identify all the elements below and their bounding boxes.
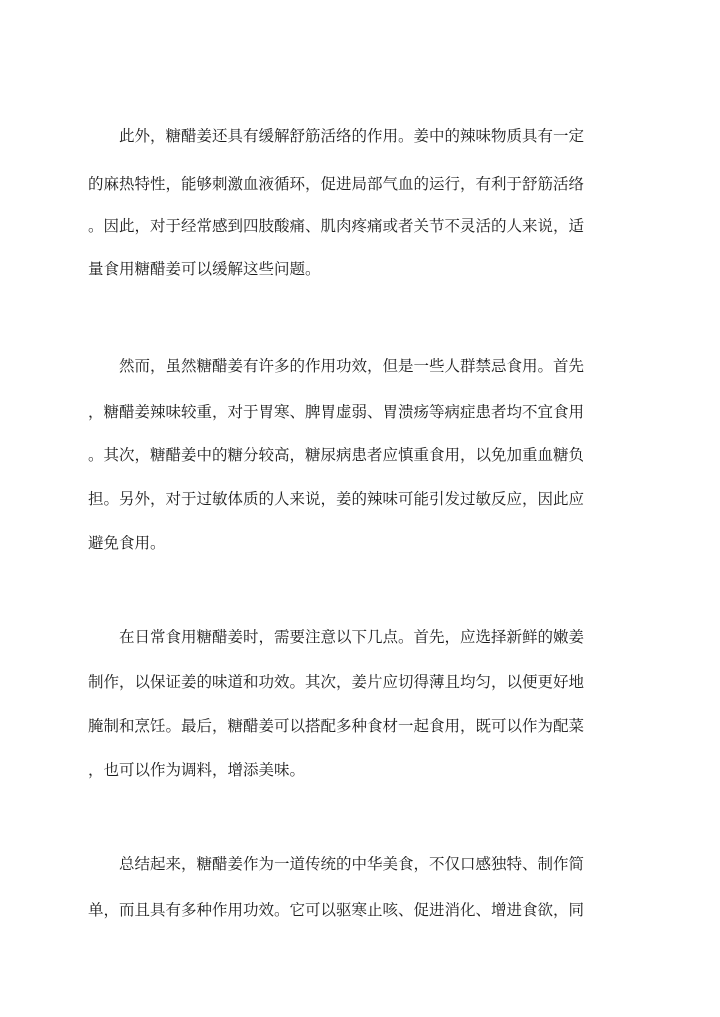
paragraph-line: 此外，糖醋姜还具有缓解舒筋活络的作用。姜中的辣味物质具有一定 [88,127,585,145]
paragraph-line: 担。另外，对于过敏体质的人来说，姜的辣味可能引发过敏反应，因此应 [88,490,585,508]
paragraph-line: 量食用糖醋姜可以缓解这些问题。 [88,260,321,278]
paragraph-line: 的麻热特性，能够刺激血液循环，促进局部气血的运行，有利于舒筋活络 [88,175,585,193]
paragraph-line: 。因此，对于经常感到四肢酸痛、肌肉疼痛或者关节不灵活的人来说，适 [88,217,585,235]
paragraph-line: 腌制和烹饪。最后，糖醋姜可以搭配多种食材一起食用，既可以作为配菜 [88,717,585,735]
paragraph-line: 在日常食用糖醋姜时，需要注意以下几点。首先，应选择新鲜的嫩姜 [88,628,585,646]
paragraph-line: 单，而且具有多种作用功效。它可以驱寒止咳、促进消化、增进食欲，同 [88,901,585,919]
paragraph-line: 。其次，糖醋姜中的糖分较高，糖尿病患者应慎重食用，以免加重血糖负 [88,446,585,464]
paragraph-line: ，也可以作为调料，增添美味。 [88,761,306,779]
paragraph-line: 制作，以保证姜的味道和功效。其次，姜片应切得薄且均匀，以便更好地 [88,673,585,691]
paragraph-line: 总结起来，糖醋姜作为一道传统的中华美食，不仅口感独特、制作简 [88,855,585,873]
paragraph-line: ，糖醋姜辣味较重，对于胃寒、脾胃虚弱、胃溃疡等病症患者均不宜食用 [88,403,585,421]
paragraph-line: 避免食用。 [88,534,166,552]
paragraph-line: 然而，虽然糖醋姜有许多的作用功效，但是一些人群禁忌食用。首先 [88,357,585,375]
